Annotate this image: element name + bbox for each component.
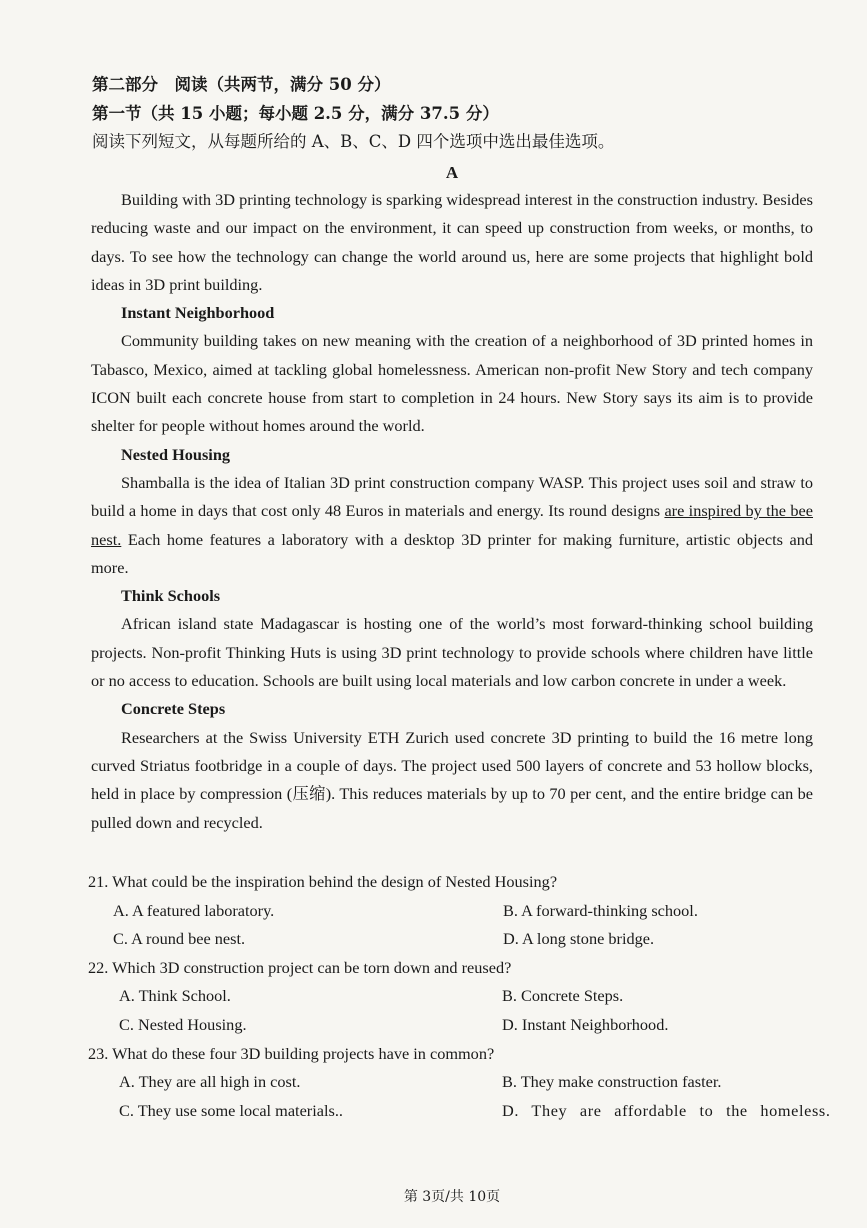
option-a: A. A featured laboratory.: [113, 900, 275, 920]
option-b: B. Concrete Steps.: [502, 986, 624, 1006]
option-d: D. A long stone bridge.: [503, 929, 655, 949]
nested-housing-text-before: Shamballa is the idea of Italian 3D print construction company WASP. This project uses soil and straw to build a home in days that cost only 48 Euros in materials and energy. Its round designs: [91, 472, 813, 521]
question-21: [88, 868, 818, 954]
underlined-phrase: are inspired by the bee nest.: [91, 501, 813, 549]
passage-letter: A: [445, 163, 459, 182]
option-d: D. They are affordable to the homeless.: [502, 1100, 831, 1120]
section-title-concrete-steps: Concrete Steps: [121, 699, 226, 719]
section-body-concrete-steps: Researchers at the Swiss University ETH Zurich used concrete 3D printing to build the 16 metre long curved Striatus footbridge in a couple of days. The project used 500 layers of concrete and 53 hollow blocks, held in place by compression (压缩). This reduces materials by up to 70 per cent, and the entire bridge can be pulled down and recycled.: [91, 727, 813, 832]
part-heading: 第二部分 阅读（共两节，满分 50 分）: [92, 75, 391, 94]
passage-intro: Building with 3D printing technology is sparking widespread interest in the construction industry. Besides reducing waste and our impact on the environment, it can speed up construction from weeks, or months, to days. To see how the technology can change the world around us, here are some projects that highlight bold ideas in 3D print building.: [91, 190, 813, 294]
question-stem: 23. What do these four 3D building projects have in common?: [88, 1043, 495, 1063]
option-grid: [88, 897, 818, 954]
question-stem: 22. Which 3D construction project can be torn down and reused?: [88, 957, 512, 977]
section-title-think-schools: Think Schools: [121, 586, 221, 606]
option-d: D. Instant Neighborhood.: [502, 1014, 669, 1034]
option-grid: [88, 982, 818, 1039]
section-body-think-schools: African island state Madagascar is hosting one of the world’s most forward-thinking school building projects. Non-profit Thinking Huts is using 3D print technology to provide schools where children have little or no access to education. Schools are built using local materials and low carbon concrete in under a week.: [91, 614, 813, 691]
section-body-nested-housing: [91, 469, 813, 582]
nested-housing-text-after: Each home features a laboratory with a desktop 3D printer for making furniture, artistic objects and more.: [91, 529, 813, 577]
section-heading: 第一节（共 15 小题；每小题 2.5 分，满分 37.5 分）: [92, 104, 499, 123]
question-list: [88, 868, 831, 1125]
option-c: C. Nested Housing.: [119, 1014, 247, 1034]
option-b: B. A forward-thinking school.: [503, 900, 698, 920]
question-23: [88, 1040, 831, 1126]
option-c: C. A round bee nest.: [113, 929, 246, 949]
page-number: 第 3页/共 10页: [403, 1189, 501, 1205]
instruction-text: 阅读下列短文，从每题所给的 A、B、C、D 四个选项中选出最佳选项。: [92, 132, 615, 151]
section-body-instant-neighborhood: Community building takes on new meaning with the creation of a neighborhood of 3D printed homes in Tabasco, Mexico, aimed at tackling global homelessness. American non-profit New Story and tech company ICON built each concrete house from start to completion in 24 hours. New Story says its aim is to provide shelter for people without homes around the world.: [91, 331, 813, 436]
option-a: A. They are all high in cost.: [119, 1072, 301, 1092]
question-22: [88, 954, 818, 1040]
option-a: A. Think School.: [119, 986, 231, 1006]
question-stem: 21. What could be the inspiration behind the design of Nested Housing?: [88, 872, 558, 891]
section-title-nested-housing: Nested Housing: [121, 444, 231, 464]
option-c: C. They use some local materials..: [119, 1100, 343, 1120]
option-grid: [88, 1068, 831, 1125]
option-b: B. They make construction faster.: [502, 1072, 722, 1092]
section-title-instant-neighborhood: Instant Neighborhood: [121, 303, 275, 323]
reading-passage: [91, 186, 813, 837]
